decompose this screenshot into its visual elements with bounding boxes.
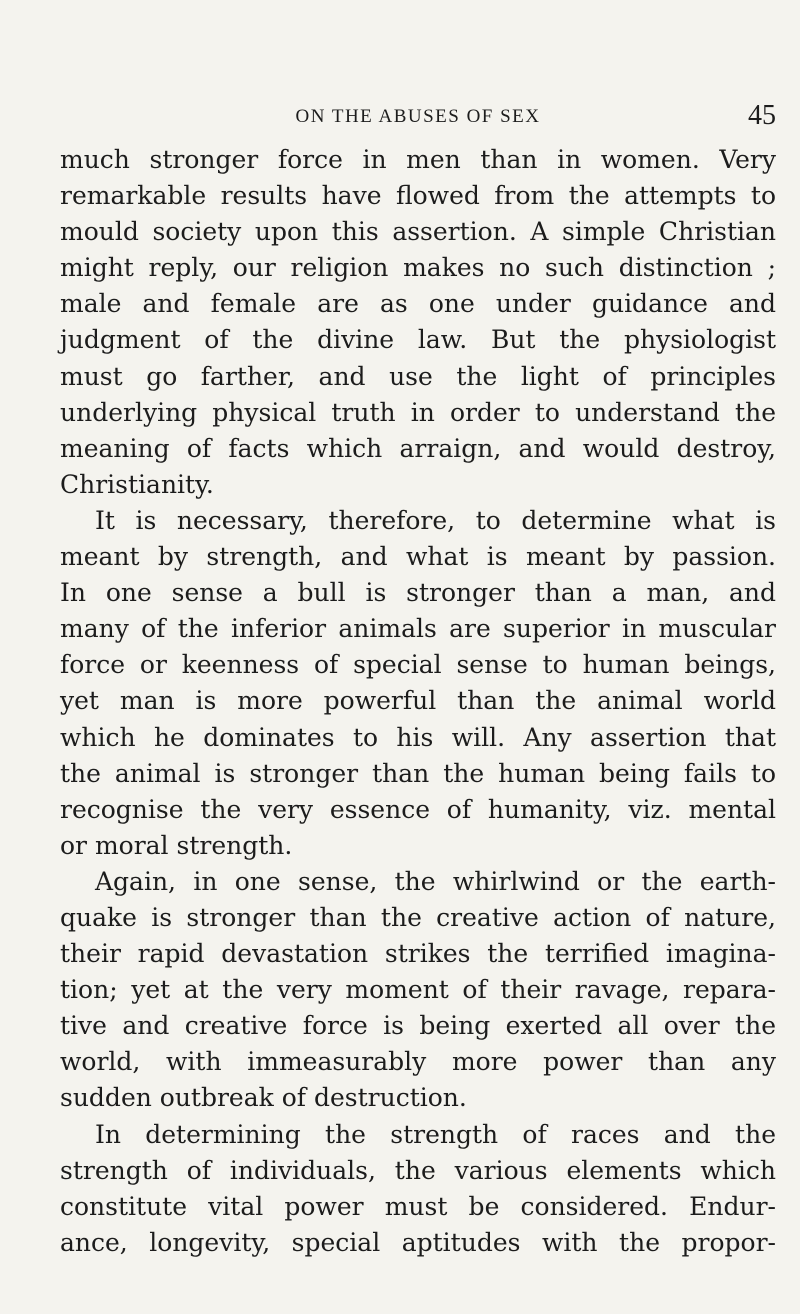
text-line: much stronger force in men than in women. Very [60, 145, 776, 174]
text-line: strength of individuals, the various elements which [60, 1155, 776, 1185]
text-line: meaning of facts which arraign, and would destroy, [60, 433, 776, 463]
text-line: yet man is more powerful than the animal world [60, 686, 776, 716]
body-text [60, 142, 776, 1261]
text-line: ance, longevity, special aptitudes with the propor- [60, 1227, 776, 1257]
text-line: In one sense a bull is stronger than a man, and [60, 578, 776, 608]
text-line: tion; yet at the very moment of their ravage, repara- [60, 975, 776, 1005]
text-line: force or keenness of special sense to human beings, [60, 650, 776, 680]
running-title: ON THE ABUSES OF SEX [295, 106, 541, 127]
text-line: world, with immeasurably more power than any [60, 1047, 776, 1077]
page-number: 45 [748, 100, 776, 131]
text-line: tive and creative force is being exerted all over the [60, 1011, 776, 1041]
text-line: underlying physical truth in order to understand the [60, 397, 776, 427]
text-line: mould society upon this assertion. A simple Christian [60, 217, 776, 247]
running-head [60, 92, 776, 132]
text-line: or moral strength. [60, 830, 293, 860]
text-line: recognise the very essence of humanity, viz. mental [60, 794, 776, 824]
text-line: constitute vital power must be considered. Endur- [60, 1191, 776, 1221]
text-line: Again, in one sense, the whirlwind or the earth- [95, 866, 776, 896]
text-line: their rapid devastation strikes the terrified imagina- [60, 939, 776, 969]
text-line: sudden outbreak of destruction. [60, 1083, 467, 1113]
text-line: many of the inferior animals are superior in muscular [60, 614, 776, 644]
text-line: Christianity. [60, 469, 214, 499]
text-line: must go farther, and use the light of principles [60, 361, 776, 391]
text-line: meant by strength, and what is meant by passion. [60, 542, 776, 572]
text-line: male and female are as one under guidance and [60, 289, 776, 319]
text-line: remarkable results have flowed from the attempts to [60, 181, 776, 211]
text-line: quake is stronger than the creative action of nature, [60, 902, 776, 932]
text-line: In determining the strength of races and the [95, 1119, 776, 1149]
text-line: which he dominates to his will. Any assertion that [60, 722, 776, 752]
text-line: the animal is stronger than the human being fails to [60, 758, 776, 788]
text-line: judgment of the divine law. But the physiologist [60, 325, 776, 355]
text-line: might reply, our religion makes no such distinction ; [60, 253, 776, 283]
text-line: It is necessary, therefore, to determine what is [95, 505, 776, 535]
